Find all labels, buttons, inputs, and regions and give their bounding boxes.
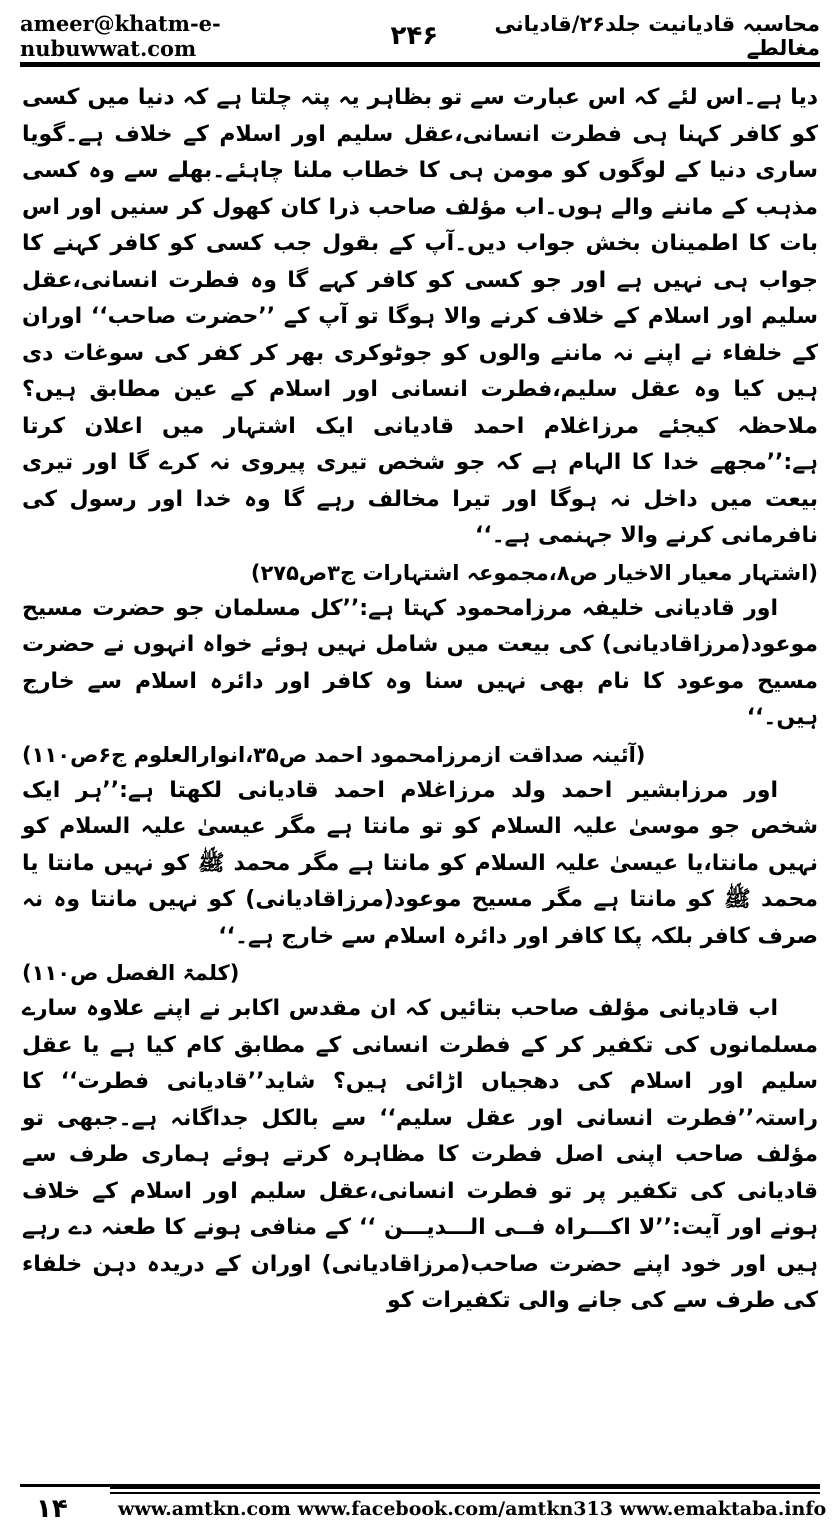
header-title: محاسبہ قادیانیت جلد۲۶/قادیانی مغالطے <box>494 12 820 60</box>
page-footer <box>20 1484 827 1532</box>
reference-2: (آئینہ صداقت ازمرزامحمود احمد ص۳۵،انوارالعلوم ج۶ص۱۱۰) <box>22 742 646 767</box>
footer-rule-thick <box>110 1484 820 1489</box>
header-rule <box>20 62 820 67</box>
paragraph-3: اور مرزابشیر احمد ولد مرزاغلام احمد قادیانی لکھتا ہے:’’ہر ایک شخص جو موسیٰ علیہ السلام کو تو مانتا ہے مگر عیسیٰ علیہ السلام کو نہیں مانتا،یا عیسیٰ علیہ السلام کو مانتا ہے مگر محمد ﷺ کو نہیں مانتا یا محمد ﷺ کو مانتا ہے مگر مسیح موعود(مرزاقادیانی) کو نہیں مانتا وہ نہ صرف کافر بلکہ پکا کافر اور دائرہ اسلام سے خارج ہے۔‘‘ <box>22 777 818 949</box>
page-header <box>20 11 820 61</box>
footer-urls[interactable]: www.amtkn.com www.facebook.com/amtkn313 www.emaktaba.info <box>118 1498 827 1520</box>
paragraph-2: اور قادیانی خلیفہ مرزامحمود کہتا ہے:’’کل مسلمان جو حضرت مسیح موعود(مرزاقادیانی) کی بیعت میں شامل نہیں ہوئے خواہ انہوں نے حضرت مسیح موعود کا نام بھی نہیں سنا وہ کافر اور دائرہ اسلام سے خارج ہیں۔‘‘ <box>22 595 818 730</box>
reference-3: (کلمۃ الفصل ص۱۱۰) <box>22 961 240 985</box>
reference-1: (اشتہار معیار الاخیار ص۸،مجموعہ اشتہارات ج۳ص۲۷۵) <box>250 560 818 585</box>
footer-page-number: ۱۴ <box>20 1484 110 1530</box>
footer-rule-thin <box>110 1492 820 1494</box>
paragraph-4: اب قادیانی مؤلف صاحب بتائیں کہ ان مقدس اکابر نے اپنے علاوہ سارے مسلمانوں کی تکفیر کر کے فطرت انسانی کے مطابق کام کیا ہے یا عقل سلیم اور اسلام کی دھجیاں اڑائی ہیں؟ شاید’’قادیانی فطرت‘‘ کا راستہ’’فطرت انسانی اور عقل سلیم‘‘ سے بالکل جداگانہ ہے۔جبھی تو مؤلف صاحب اپنی اصل فطرت کا مظاہرہ کرتے ہوئے ہماری طرف سے قادیانی کی تکفیر پر تو فطرت انسانی،عقل سلیم اور اسلام کے خلاف ہونے اور آیت:’’لا اکـــراہ فــی الـــدیـــن ‘‘ کے منافی ہونے کا طعنہ دے رہے ہیں اور خود اپنے حضرت صاحب(مرزاقادیانی) اوران کے دریدہ دہن خلفاء کی طرف سے کی جانے والی تکفیرات کو <box>22 996 818 1313</box>
paragraph-1: دیا ہے۔اس لئے کہ اس عبارت سے تو بظاہر یہ پتہ چلتا ہے کہ دنیا میں کسی کو کافر کہنا ہی فطرت انسانی،عقل سلیم اور اسلام کے خلاف ہے۔گویا ساری دنیا کے لوگوں کو مومن ہی کا خطاب ملنا چاہئے۔بھلے سے وہ کسی مذہب کے ماننے والے ہوں۔اب مؤلف صاحب ذرا کان کھول کر سنیں اور اس بات کا اطمینان بخش جواب دیں۔آپ کے بقول جب کسی کو کافر کہنے کا جواب ہی نہیں ہے اور جو کسی کو کافر کہے گا وہ فطرت انسانی،عقل سلیم اور اسلام کے خلاف کرنے والا ہوگا تو آپ کے ’’حضرت صاحب‘‘ اوران کے خلفاء نے اپنے نہ ماننے والوں کو جوٹوکری بھر کر کفر کی سوغات دی ہیں کیا وہ عقل سلیم،فطرت انسانی اور اسلام کے عین مطابق ہیں؟ ملاحظہ کیجئے مرزاغلام احمد قادیانی ایک اشتہار میں اعلان کرتا ہے:’’مجھے خدا کا الہام ہے کہ جو شخص تیری پیروی نہ کرے گا اور تیری بیعت میں داخل نہ ہوگا اور تیرا مخالف رہے گا وہ خدا اور رسول کی نافرمانی کرنے والا جہنمی ہے۔‘‘ <box>22 85 818 548</box>
header-email: ameer@khatm-e-nubuwwat.com <box>20 11 221 61</box>
header-left <box>20 11 438 61</box>
header-page-number: ۲۴۶ <box>390 21 439 51</box>
body-text <box>22 80 818 1320</box>
